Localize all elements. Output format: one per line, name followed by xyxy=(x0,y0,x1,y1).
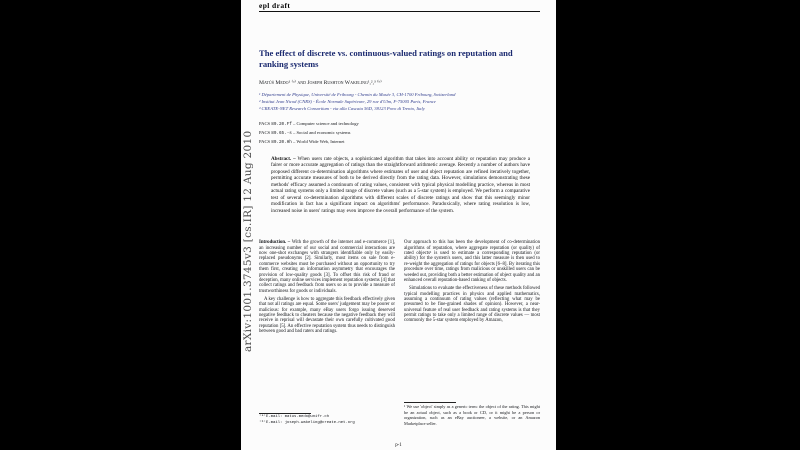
affiliation: ² Institut Jean Nicod (CNRS) - École Normale Supérieure, 29 rue d'Ulm, F-75005 Paris, France xyxy=(259,99,436,105)
header-rule xyxy=(259,11,540,12)
left-column xyxy=(259,240,395,426)
pacs-code: 89.20.Ff xyxy=(271,122,292,128)
object-footnote: ¹ We use 'object' simply as a generic term: the object of the rating. This might be an actual object, such as a book or CD, or it might be a person or organization, such as an eBay auctioneer, a website, or an Amazon Marketplace seller. xyxy=(404,404,540,426)
pacs-label: PACS xyxy=(259,130,271,136)
pacs-code: 89.20.Hh xyxy=(271,139,292,145)
page-number: p-1 xyxy=(395,443,402,448)
pacs-label: PACS xyxy=(259,138,271,144)
section-heading: Introduction. – xyxy=(259,240,292,246)
footnote-rule xyxy=(404,402,456,403)
email-footnote-b: ⁽ᵇ⁾E-mail: joseph.wakeling@create-net.org xyxy=(259,420,355,425)
body-columns xyxy=(259,240,540,426)
paragraph xyxy=(259,240,395,294)
pacs-line xyxy=(259,129,540,138)
pacs-line xyxy=(259,120,540,129)
pacs-desc: – Computer science and technology xyxy=(293,121,359,127)
paragraph-text: With the growth of the internet and e-commerce [1], an increasing number of our social and commercial interactions are now one-shot exchanges with strangers identifiable only by easily-replaced pseudonyms [2]. Similarly, most items on sale from e-commerce websites must be purchased without an opportunity to try them first, creating an information asymmetry that encourages the provision of low-quality goods [3]. To offset this risk of fraud or deception, many online services implement reputation systems [4] that collect ratings and feedback from users so as to provide a measure of trustworthiness for goods or individuals. xyxy=(259,240,395,294)
paper-page xyxy=(241,0,556,450)
pacs-code: 89.65.-s xyxy=(271,131,292,137)
object-footnote-group xyxy=(404,402,540,427)
pacs-desc: – World Wide Web, Internet xyxy=(293,138,345,144)
abstract-label: Abstract. – xyxy=(271,155,296,162)
paragraph: Simulations to evaluate the effectiveness of these methods followed typical modelling practices in physics and applied mathematics, assuming a continuum of rating values (reflecting what may be presumed to be fine-grained shades of opinion). However, a near-universal feature of real user feedback and rating systems is that they permit ratings to take only a limited range of discrete values — most commonly the 5-star system employed by Amazon, xyxy=(404,286,540,324)
arxiv-stamp: arXiv:1001.3745v3 [cs.IR] 12 Aug 2010 xyxy=(242,130,254,352)
right-column xyxy=(404,240,540,426)
pacs-desc: – Social and economic systems xyxy=(293,130,351,136)
abstract xyxy=(259,156,540,215)
paragraph: Our approach to this has been the development of co-determination algorithms of reputation, where aggregate reputation (or quality) of rated objects¹ is used to estimate a corresponding reputation (or ability) for the system's users, and this latter measure is then used to re-weight the aggregation of ratings for objects [6–8]. By iterating this procedure over time, ratings from malicious or unskilled users can be weeded out, providing both a better estimation of object quality and an enhanced overall reputation-based ranking of objects. xyxy=(404,240,540,283)
footnote-rule xyxy=(259,413,311,414)
pacs-block xyxy=(259,120,540,147)
paper-title: The effect of discrete vs. continuous-valued ratings on reputation and ranking systems xyxy=(259,48,513,69)
journal-draft-label: epl draft xyxy=(259,1,291,10)
affiliation: ³ CREATE-NET Research Consortium - via alla Cascata 56D, 38123 Povo di Trento, Italy xyxy=(259,106,425,112)
affiliations-block xyxy=(259,92,540,113)
abstract-text: When users rate objects, a sophisticated algorithm that takes into account ability or reputation may produce a fairer or more accurate aggregation of ratings than the straightforward arithmetic average. Recently a number of authors have proposed different co-determination algorithms where estimates of user and object reputation are refined iteratively together, permitting accurate measures of both to be derived directly from the rating data. However, simulations demonstrating these methods' efficacy assumed a continuum of rating values, consistent with typical physical modelling practice, whereas in most actual rating systems only a limited range of discrete values (such as a 5-star system) is employed. We perform a comparative test of several co-determination algorithms with different scales of discrete ratings and show that this seemingly minor modification in fact has a significant impact on algorithms' performance. Paradoxically, where rating resolution is low, increased noise in users' ratings may even improve the overall performance of the system. xyxy=(271,155,530,214)
affiliation: ¹ Département de Physique, Université de Fribourg - Chemin du Musée 3, CH-1700 Fribourg, Switzerland xyxy=(259,92,456,98)
pacs-label: PACS xyxy=(259,121,271,127)
pacs-line xyxy=(259,138,540,147)
page-content xyxy=(241,0,556,448)
authors-line: Matúš Medo¹ ⁽ᵃ⁾ and Joseph Rushton Wakeling¹,²,³ ⁽ᵇ⁾ xyxy=(259,80,382,87)
paragraph: A key challenge is how to aggregate this feedback effectively given that not all ratings are equal. Some users' judgement may be poorer or malicious: for example, many eBay users forgo issuing deserved negative feedback to cheaters because the negative feedback they will receive in reprisal will devastate their own carefully cultivated good reputation [5]. An effective reputation system thus needs to distinguish between good and bad raters and ratings. xyxy=(259,297,395,335)
author-footnotes xyxy=(259,413,395,427)
email-footnote-a: ⁽ᵃ⁾E-mail: matus.medo@unifr.ch xyxy=(259,415,330,420)
